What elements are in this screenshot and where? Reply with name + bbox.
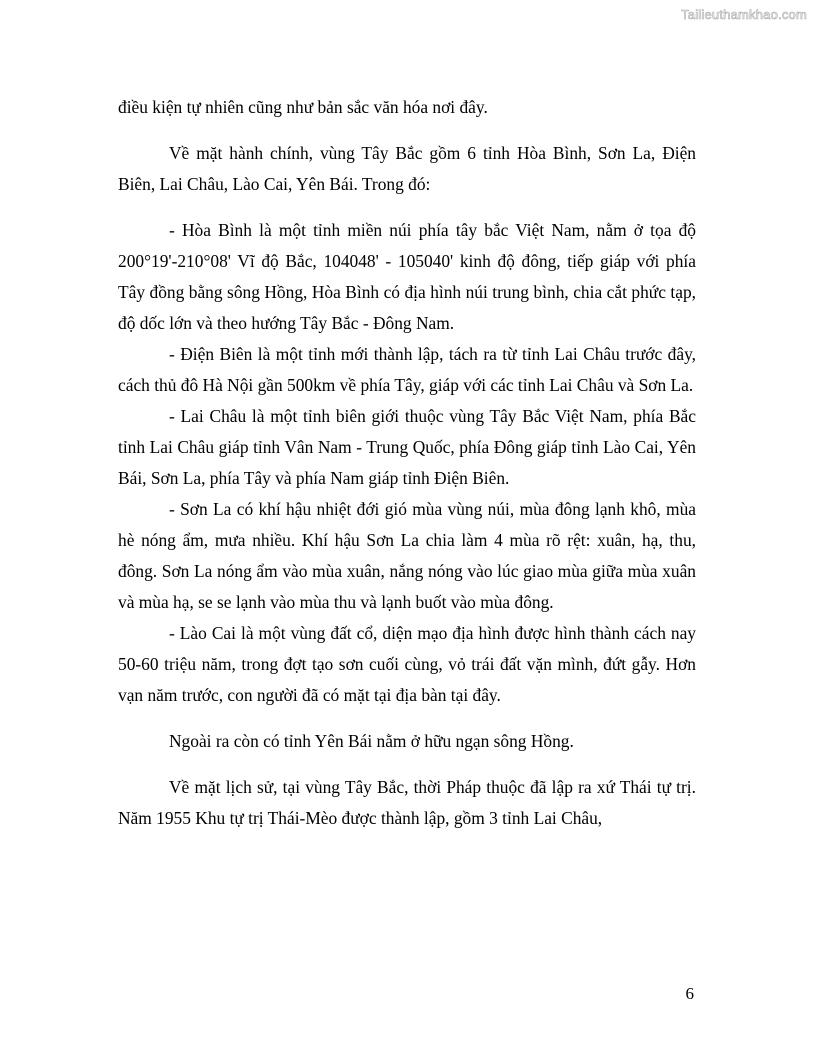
paragraph-son-la: - Sơn La có khí hậu nhiệt đới gió mùa vùng núi, mùa đông lạnh khô, mùa hè nóng ẩm, mưa nhiều. Khí hậu Sơn La chia làm 4 mùa rõ rệt: xuân, hạ, thu, đông. Sơn La nóng ẩm vào mùa xuân, nắng nóng vào lúc giao mùa giữa mùa xuân và mùa hạ, se se lạnh vào mùa thu và lạnh buốt vào mùa đông. xyxy=(118,499,696,612)
paragraph-history: Về mặt lịch sử, tại vùng Tây Bắc, thời Pháp thuộc đã lập ra xứ Thái tự trị. Năm 1955 Khu tự trị Thái-Mèo được thành lập, gồm 3 tỉnh Lai Châu, xyxy=(118,777,696,828)
paragraph-lao-cai: - Lào Cai là một vùng đất cổ, diện mạo địa hình được hình thành cách nay 50-60 triệu năm, trong đợt tạo sơn cuối cùng, vỏ trái đất vặn mình, đứt gẫy. Hơn vạn năm trước, con người đã có mặt tại địa bàn tại đây. xyxy=(118,623,696,705)
paragraph-dien-bien: - Điện Biên là một tỉnh mới thành lập, tách ra từ tỉnh Lai Châu trước đây, cách thủ đô Hà Nội gần 500km về phía Tây, giáp với các tỉnh Lai Châu và Sơn La. xyxy=(118,344,696,395)
page-body xyxy=(118,92,696,834)
page-number: 6 xyxy=(685,984,694,1003)
paragraph-lai-chau: - Lai Châu là một tỉnh biên giới thuộc vùng Tây Bắc Việt Nam, phía Bắc tỉnh Lai Châu giáp tỉnh Vân Nam - Trung Quốc, phía Đông giáp tỉnh Lào Cai, Yên Bái, Sơn La, phía Tây và phía Nam giáp tỉnh Điện Biên. xyxy=(118,406,696,488)
paragraph-continuation: điều kiện tự nhiên cũng như bản sắc văn hóa nơi đây. xyxy=(118,97,488,117)
paragraph-yen-bai: Ngoài ra còn có tỉnh Yên Bái nằm ở hữu ngạn sông Hồng. xyxy=(169,731,574,751)
watermark-text: Tailieuthamkhao.com xyxy=(681,7,807,22)
paragraph-hoa-binh: - Hòa Bình là một tỉnh miền núi phía tây bắc Việt Nam, nằm ở tọa độ 200°19'-210°08' Vĩ độ Bắc, 104048' - 105040' kinh độ đông, tiếp giáp với phía Tây đồng bằng sông Hồng, Hòa Bình có địa hình núi trung bình, chia cắt phức tạp, độ dốc lớn và theo hướng Tây Bắc - Đông Nam. xyxy=(118,220,696,333)
paragraph-administration: Về mặt hành chính, vùng Tây Bắc gồm 6 tỉnh Hòa Bình, Sơn La, Điện Biên, Lai Châu, Lào Cai, Yên Bái. Trong đó: xyxy=(118,143,696,194)
